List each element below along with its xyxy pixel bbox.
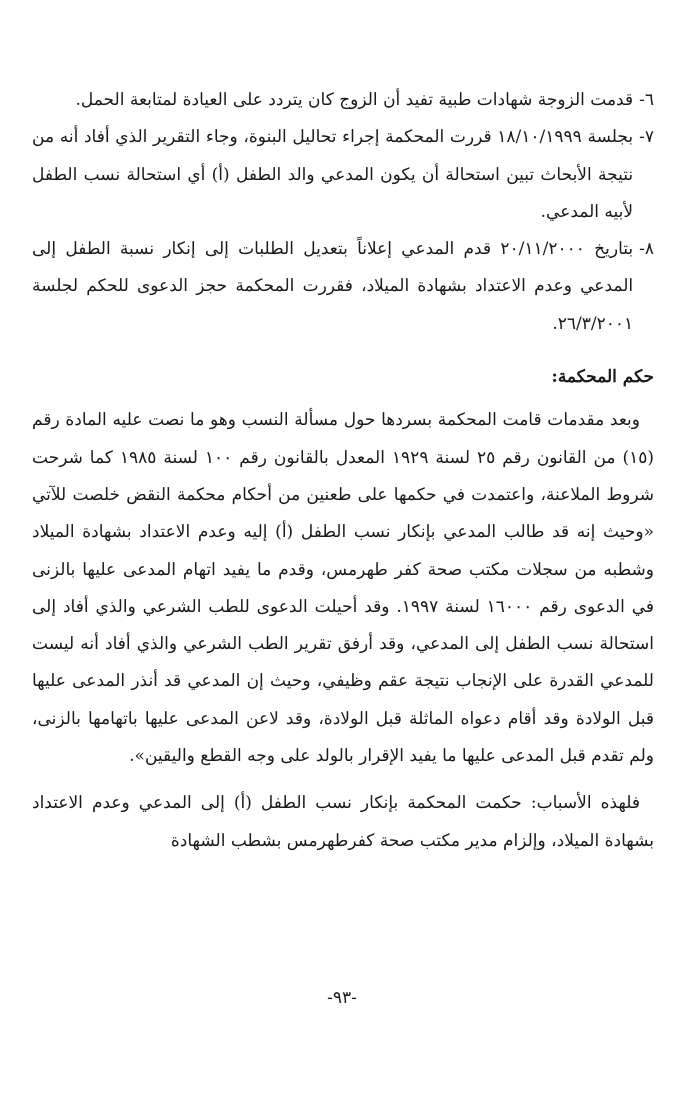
list-item [32,82,654,119]
list-item-number: ٨- [639,239,654,260]
list-item [32,119,654,231]
page-number: -٩٣- [327,988,357,1008]
list-item-text: قدمت الزوجة شهادات طبية تفيد أن الزوج كان يتردد على العيادة لمتابعة الحمل. [75,90,634,110]
conclusion-paragraph: فلهذه الأسباب: حكمت المحكمة بإنكار نسب الطفل (أ) إلى المدعي وعدم الاعتداد بشهادة الميلاد، وإلزام مدير مكتب صحة كفرطهرمس بشطب الشهادة [32,793,654,851]
list-item-number: ٦- [639,90,654,110]
section-heading: حكم المحكمة: [551,367,654,388]
list-item-number: ٧- [639,127,654,148]
court-ruling-paragraph: وبعد مقدمات قامت المحكمة بسردها حول مسألة النسب وهو ما نصت عليه المادة رقم (١٥) من القانون رقم ٢٥ لسنة ١٩٢٩ المعدل بالقانون رقم ١٠٠ لسنة ١٩٨٥ كما شرحت شروط الملاعنة، واعتمدت في حكمها على طعنين من أحكام محكمة النقض خلصت للآتي «وحيث إنه قد طالب المدعي بإنكار نسب الطفل (أ) إليه وعدم الاعتداد بشهادة الميلاد وشطبه من سجلات مكتب صحة كفر طهرمس، وقدم ما يفيد اتهام المدعى عليها بالزنى في الدعوى رقم ١٦٠٠٠ لسنة ١٩٩٧. وقد أحيلت الدعوى للطب الشرعي والذي أفاد إلى استحالة نسب الطفل إلى المدعي، وقد أرفق تقرير الطب الشرعي والذي أفاد أنه ليست للمدعي القدرة على الإنجاب نتيجة عقم وظيفي، وحيث إن المدعي قد أنذر المدعى عليها قبل الولادة وقد أقام دعواه الماثلة قبل الولادة، وقد لاعن المدعى عليها باتهامها بالزنى، ولم تقدم قبل المدعى عليها ما يفيد الإقرار بالولد على وجه القطع واليقين». [32,410,655,767]
list-item [32,231,654,343]
list-item-text: بتاريخ ٢٠/١١/٢٠٠٠ قدم المدعي إعلاناً بتعديل الطلبات إلى إنكار نسبة الطفل إلى المدعي وعدم الاعتداد بشهادة الميلاد، فقررت المحكمة حجز الدعوى للحكم لجلسة ٢٦/٣/٢٠٠١. [32,239,634,334]
list-item-text: بجلسة ١٨/١٠/١٩٩٩ قررت المحكمة إجراء تحاليل البنوة، وجاء التقرير الذي أفاد أنه من نتيجة الأبحاث تبين استحالة أن يكون المدعي والد الطفل (أ) أي استحالة نسب الطفل لأبيه المدعي. [32,127,634,222]
